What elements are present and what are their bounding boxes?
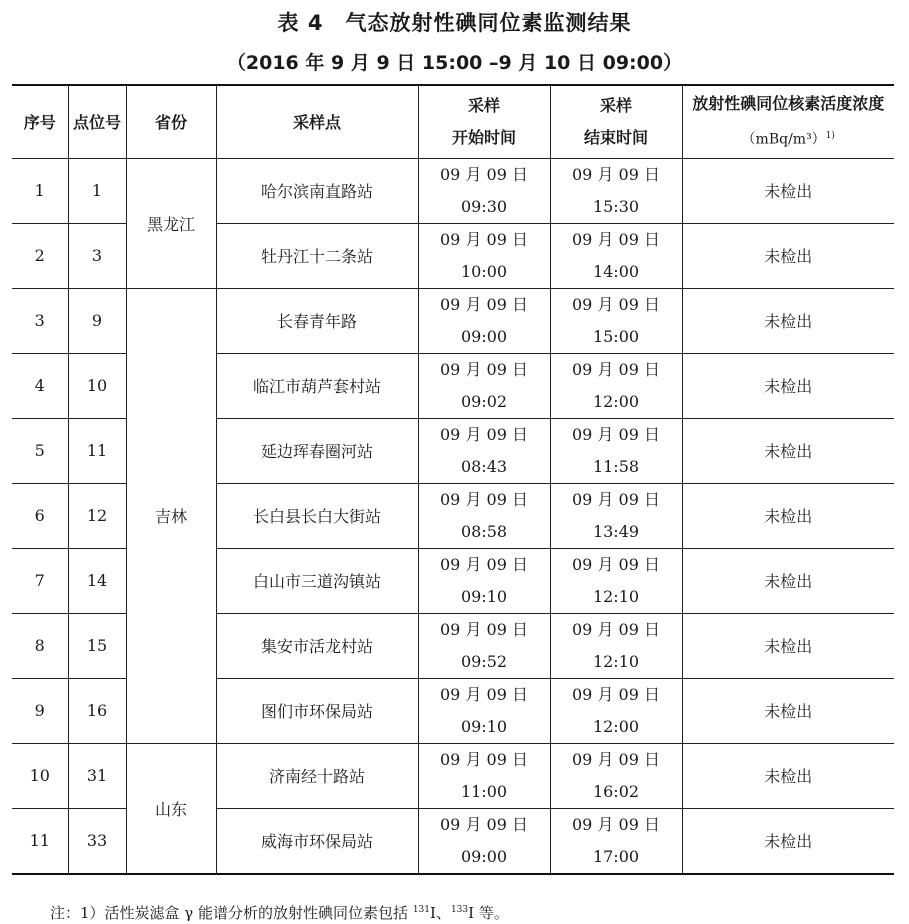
cell-point: 12 [68, 483, 126, 548]
cell-end-time [550, 288, 682, 353]
cell-start-date: 09 月 09 日 [440, 489, 528, 509]
cell-start-time [418, 678, 550, 743]
cell-start-clock: 09:10 [460, 716, 508, 736]
cell-start-clock: 09:10 [460, 586, 508, 606]
cell-end-time [550, 743, 682, 808]
footnote-text: 注：1）活性炭滤盒 γ 能谱分析的放射性碘同位素包括 [50, 904, 413, 922]
cell-start-time [418, 418, 550, 483]
cell-result: 未检出 [682, 808, 894, 874]
table-subtitle: （2016 年 9 月 9 日 15:00 –9 月 10 日 09:00） [226, 52, 683, 74]
cell-end-clock: 17:00 [592, 846, 640, 866]
cell-seq: 2 [12, 223, 68, 288]
header-start-line2: 开始时间 [451, 127, 516, 147]
results-table [12, 84, 894, 875]
cell-point: 33 [68, 808, 126, 874]
header-row [12, 85, 894, 158]
cell-end-date: 09 月 09 日 [572, 424, 660, 444]
cell-end-clock: 15:30 [592, 196, 640, 216]
cell-start-clock: 09:30 [460, 196, 508, 216]
cell-site: 集安市活龙村站 [216, 613, 418, 678]
cell-start-time [418, 223, 550, 288]
cell-start-date: 09 月 09 日 [440, 554, 528, 574]
header-point: 点位号 [68, 85, 126, 158]
cell-start-time [418, 483, 550, 548]
cell-end-clock: 14:00 [592, 261, 640, 281]
cell-point: 31 [68, 743, 126, 808]
cell-site: 牡丹江十二条站 [216, 223, 418, 288]
cell-end-date: 09 月 09 日 [572, 619, 660, 639]
cell-start-clock: 08:43 [460, 456, 508, 476]
cell-end-time [550, 808, 682, 874]
cell-start-time [418, 808, 550, 874]
cell-result: 未检出 [682, 548, 894, 613]
cell-end-date: 09 月 09 日 [572, 749, 660, 769]
cell-start-date: 09 月 09 日 [440, 424, 528, 444]
cell-start-time [418, 548, 550, 613]
cell-site: 济南经十路站 [216, 743, 418, 808]
cell-end-date: 09 月 09 日 [572, 294, 660, 314]
cell-seq: 4 [12, 353, 68, 418]
cell-start-date: 09 月 09 日 [440, 684, 528, 704]
cell-seq: 6 [12, 483, 68, 548]
cell-site: 长春青年路 [216, 288, 418, 353]
cell-point: 16 [68, 678, 126, 743]
isotope-131-mass: 131 [412, 905, 431, 915]
cell-start-date: 09 月 09 日 [440, 164, 528, 184]
cell-end-time [550, 158, 682, 223]
header-start [418, 85, 550, 158]
cell-point: 3 [68, 223, 126, 288]
cell-end-time [550, 483, 682, 548]
cell-start-time [418, 743, 550, 808]
cell-end-clock: 13:49 [592, 521, 640, 541]
cell-end-time [550, 678, 682, 743]
cell-province: 山东 [126, 743, 216, 874]
cell-result: 未检出 [682, 743, 894, 808]
cell-start-clock: 09:52 [460, 651, 508, 671]
cell-point: 9 [68, 288, 126, 353]
cell-result: 未检出 [682, 288, 894, 353]
isotope-133-mass: 133 [450, 905, 469, 915]
cell-end-time [550, 548, 682, 613]
table-row [12, 288, 894, 353]
header-conc-line1: 放射性碘同位核素活度浓度 [692, 93, 885, 113]
header-end-line2: 结束时间 [583, 127, 648, 147]
cell-seq: 8 [12, 613, 68, 678]
cell-seq: 7 [12, 548, 68, 613]
cell-point: 14 [68, 548, 126, 613]
cell-end-date: 09 月 09 日 [572, 164, 660, 184]
cell-start-time [418, 288, 550, 353]
table-row [12, 743, 894, 808]
table-body [12, 158, 894, 874]
header-conc-footnote: 1) [825, 130, 835, 141]
cell-site: 哈尔滨南直路站 [216, 158, 418, 223]
cell-end-time [550, 613, 682, 678]
table-title: 表 4 气态放射性碘同位素监测结果 [277, 11, 632, 35]
cell-start-time [418, 158, 550, 223]
cell-site: 图们市环保局站 [216, 678, 418, 743]
cell-result: 未检出 [682, 483, 894, 548]
cell-end-time [550, 223, 682, 288]
header-conc-unit: （mBq/m³） [741, 131, 826, 148]
cell-end-clock: 15:00 [592, 326, 640, 346]
cell-end-clock: 12:10 [592, 586, 640, 606]
cell-province: 黑龙江 [126, 158, 216, 288]
cell-seq: 3 [12, 288, 68, 353]
cell-end-date: 09 月 09 日 [572, 814, 660, 834]
cell-point: 10 [68, 353, 126, 418]
cell-site: 白山市三道沟镇站 [216, 548, 418, 613]
cell-seq: 10 [12, 743, 68, 808]
cell-seq: 1 [12, 158, 68, 223]
cell-site: 临江市葫芦套村站 [216, 353, 418, 418]
cell-start-clock: 11:00 [460, 781, 508, 801]
header-conc-line2 [683, 120, 895, 156]
header-province: 省份 [126, 85, 216, 158]
cell-seq: 11 [12, 808, 68, 874]
cell-seq: 9 [12, 678, 68, 743]
cell-point: 15 [68, 613, 126, 678]
cell-point: 1 [68, 158, 126, 223]
header-start-line1: 采样 [467, 95, 500, 115]
cell-result: 未检出 [682, 353, 894, 418]
cell-result: 未检出 [682, 418, 894, 483]
cell-end-clock: 12:10 [592, 651, 640, 671]
cell-end-clock: 12:00 [592, 716, 640, 736]
cell-province: 吉林 [126, 288, 216, 743]
cell-end-time [550, 353, 682, 418]
header-end-line1: 采样 [599, 95, 632, 115]
cell-start-date: 09 月 09 日 [440, 749, 528, 769]
cell-site: 延边珲春圈河站 [216, 418, 418, 483]
cell-start-clock: 08:58 [460, 521, 508, 541]
cell-start-clock: 09:00 [460, 326, 508, 346]
cell-start-date: 09 月 09 日 [440, 619, 528, 639]
cell-start-time [418, 353, 550, 418]
cell-end-date: 09 月 09 日 [572, 489, 660, 509]
cell-start-time [418, 613, 550, 678]
header-seq: 序号 [12, 85, 68, 158]
cell-start-date: 09 月 09 日 [440, 359, 528, 379]
cell-start-date: 09 月 09 日 [440, 229, 528, 249]
cell-site: 威海市环保局站 [216, 808, 418, 874]
header-site: 采样点 [216, 85, 418, 158]
cell-end-date: 09 月 09 日 [572, 554, 660, 574]
cell-result: 未检出 [682, 613, 894, 678]
cell-start-date: 09 月 09 日 [440, 814, 528, 834]
cell-start-clock: 09:00 [460, 846, 508, 866]
cell-start-clock: 10:00 [460, 261, 508, 281]
cell-result: 未检出 [682, 223, 894, 288]
header-end [550, 85, 682, 158]
isotope-133-symbol: I 等。 [468, 904, 509, 922]
isotope-131-symbol: I、 [430, 904, 451, 922]
cell-seq: 5 [12, 418, 68, 483]
cell-site: 长白县长白大街站 [216, 483, 418, 548]
cell-end-date: 09 月 09 日 [572, 359, 660, 379]
cell-end-date: 09 月 09 日 [572, 229, 660, 249]
cell-end-clock: 11:58 [592, 456, 640, 476]
cell-end-clock: 12:00 [592, 391, 640, 411]
cell-end-date: 09 月 09 日 [572, 684, 660, 704]
header-concentration [682, 85, 894, 158]
footnote [50, 899, 509, 924]
cell-start-date: 09 月 09 日 [440, 294, 528, 314]
cell-end-time [550, 418, 682, 483]
cell-start-clock: 09:02 [460, 391, 508, 411]
cell-result: 未检出 [682, 158, 894, 223]
cell-end-clock: 16:02 [592, 781, 640, 801]
cell-point: 11 [68, 418, 126, 483]
cell-result: 未检出 [682, 678, 894, 743]
table-row [12, 158, 894, 223]
